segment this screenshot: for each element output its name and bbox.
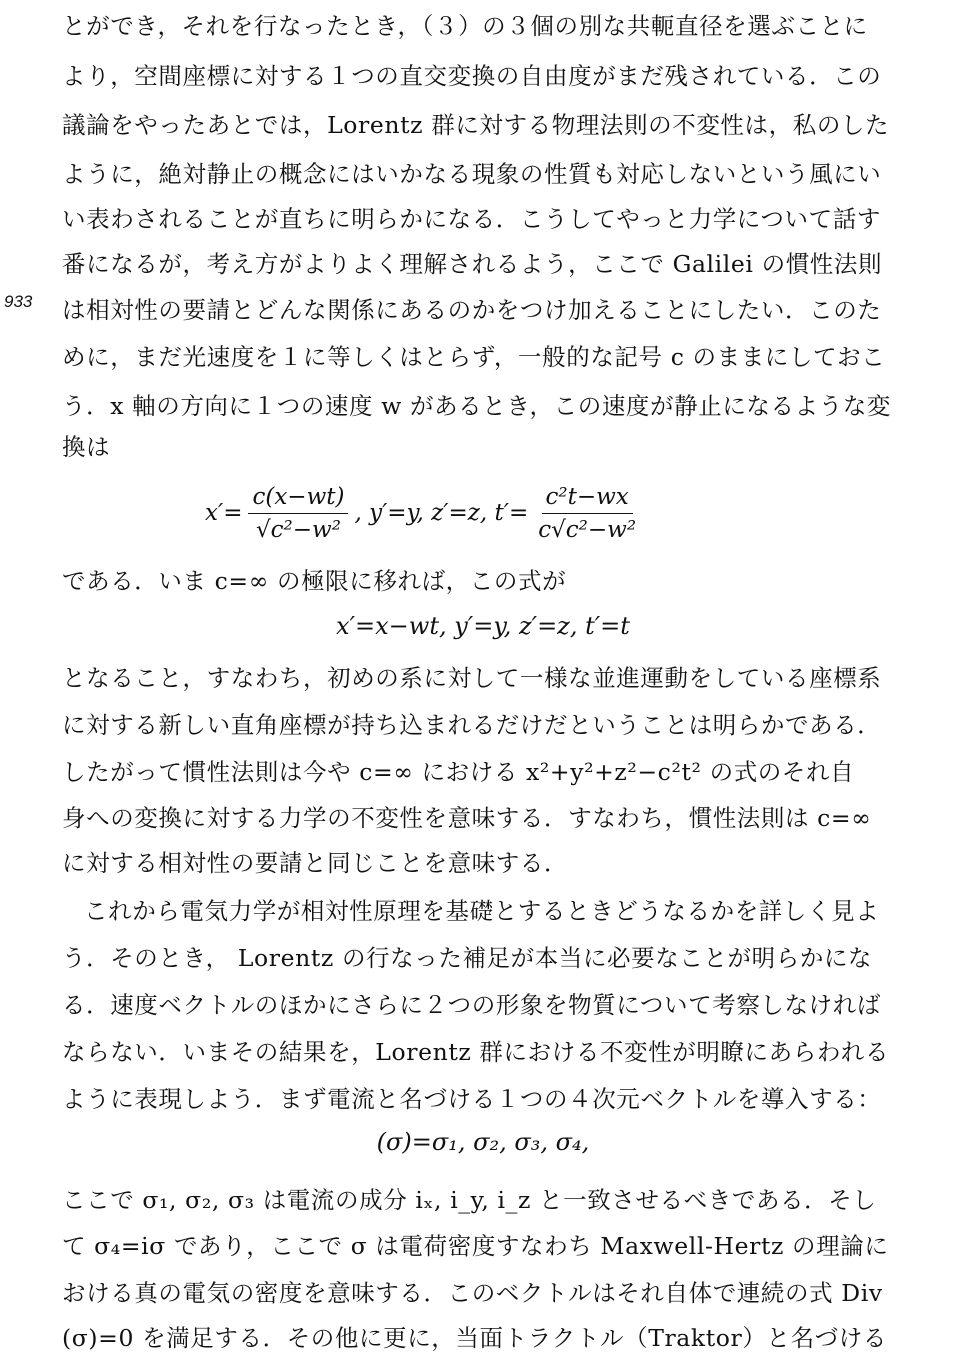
lorentz-transformation-equation <box>205 478 646 548</box>
text-line: である．いま c=∞ の極限に移れば，この式が <box>62 567 567 595</box>
text-line: い表わされることが直ちに明らかになる．こうしてやっと力学について話す <box>62 205 881 233</box>
galilei-transformation-equation: x′=x−wt, y′=y, z′=z, t′=t <box>336 612 630 640</box>
text-line: て σ₄=iσ であり，ここで σ は電荷密度すなわち Maxwell-Hertz の理論に <box>62 1232 889 1260</box>
text-line: ここで σ₁, σ₂, σ₃ は電流の成分 iₓ, i_y, i_z と一致させるべきである．そし <box>62 1186 877 1214</box>
text-line: ように，絶対静止の概念にはいかなる現象の性質も対応しないという風にい <box>62 160 882 188</box>
text-line: 番になるが，考え方がよりよく理解されるよう，ここで Galilei の慣性法則 <box>62 250 883 278</box>
text-line: 身への変換に対する力学の不変性を意味する．すなわち，慣性法則は c=∞ <box>62 804 872 832</box>
paragraph-first-line: これから電気力学が相対性原理を基礎とするときどうなるかを詳しく見よ <box>84 897 880 925</box>
fraction-x-numerator: c(x−wt) <box>248 483 348 514</box>
text-line: 議論をやったあとでは，Lorentz 群に対する物理法則の不変性は，私のした <box>62 111 890 139</box>
text-line: は相対性の要請とどんな関係にあるのかをつけ加えることにしたい．このた <box>62 296 882 324</box>
text-line: ならない．いまその結果を，Lorentz 群における不変性が明瞭にあらわれる <box>62 1038 890 1066</box>
text-line: より，空間座標に対する１つの直交変換の自由度がまだ残されている．この <box>62 62 882 90</box>
fraction-x <box>248 483 348 544</box>
text-line: めに，まだ光速度を１に等しくはとらず，一般的な記号 c のままにしておこ <box>62 343 886 371</box>
eq-middle: , y′=y, z′=z, t′= <box>354 500 529 526</box>
text-line: したがって慣性法則は今や c=∞ における x²+y²+z²−c²t² の式のそれ自 <box>62 758 855 786</box>
text-line: う．そのとき， Lorentz の行なった補足が本当に必要なことが明らかにな <box>62 944 873 972</box>
text-line: ように表現しよう．まず電流と名づける１つの４次元ベクトルを導入する： <box>62 1085 882 1113</box>
current-vector-equation: (σ)=σ₁, σ₂, σ₃, σ₄, <box>376 1128 590 1156</box>
eq-x-lhs: x′= <box>205 500 243 526</box>
text-line: おける真の電気の密度を意味する．このベクトルはそれ自体で連続の式 Div <box>62 1279 883 1307</box>
text-line: る．速度ベクトルのほかにさらに２つの形象を物質について考察しなければ <box>62 991 881 1019</box>
text-line: 換は <box>62 433 111 461</box>
margin-page-number: 933 <box>4 292 33 311</box>
text-line: に対する新しい直角座標が持ち込まれるだけだということは明らかである． <box>62 711 882 739</box>
text-line: う．x 軸の方向に１つの速度 w があるとき，この速度が静止になるような変 <box>62 392 892 420</box>
fraction-t-denominator: c√c²−w² <box>538 516 637 543</box>
fraction-x-denominator: √c²−w² <box>256 516 341 543</box>
text-line: とができ，それを行なったとき，（３）の３個の別な共軛直径を選ぶことに <box>62 12 868 40</box>
text-line: (σ)=0 を満足する．その他に更に，当面トラクトル（Traktor）と名づける <box>62 1324 887 1352</box>
text-line: に対する相対性の要請と同じことを意味する． <box>62 849 569 877</box>
fraction-t-numerator: c²t−wx <box>542 483 633 514</box>
text-line: となること，すなわち，初めの系に対して一様な並進運動をしている座標系 <box>62 664 882 692</box>
fraction-t <box>534 483 640 544</box>
